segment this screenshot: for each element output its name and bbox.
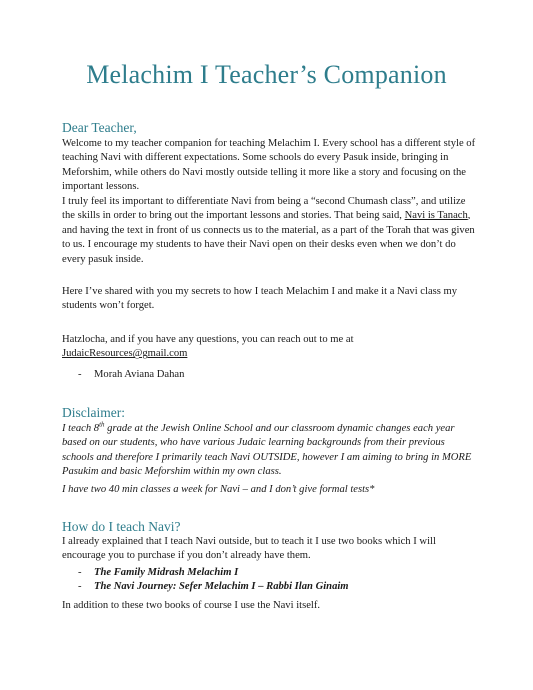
disclaimer-heading: Disclaimer: — [62, 405, 125, 420]
dash-bullet: - — [78, 369, 82, 380]
superscript-th: th — [99, 420, 105, 429]
intro-paragraph-4 — [62, 333, 478, 362]
how-paragraph-1: I already explained that I teach Navi outside, but to teach it I use two books which I will encourage you to purchase if you don’t already have them. — [62, 536, 436, 562]
how-heading: How do I teach Navi? — [62, 519, 181, 534]
disclaimer-text-a: I teach 8 — [62, 423, 100, 434]
book-title: The Family Midrash Melachim I — [94, 567, 239, 578]
book-list-item — [78, 566, 238, 580]
intro-paragraph-1: Welcome to my teacher companion for teaching Melachim I. Every school has a different style of teaching Navi with different expectations. Some schools do every Pasuk inside, bringing in Meforshim, while others do Navi mostly outside telling it more like a story and focusing on the important lessons. — [62, 138, 476, 193]
dash-bullet: - — [78, 581, 82, 592]
navi-is-tanach-text: Navi is Tanach — [404, 210, 468, 222]
how-paragraph-2: In addition to these two books of course I use the Navi itself. — [62, 600, 321, 611]
intro-paragraph-3: Here I’ve shared with you my secrets to how I teach Melachim I and make it a Navi class my students won’t forget. — [62, 286, 458, 312]
page-title: Melachim I Teacher’s Companion — [86, 60, 447, 89]
book-list-item — [78, 580, 349, 594]
intro-p2-continued: , and having the text in front of us connects us to the material, as a part of the Torah that was given to us. I encourage my students to have their Navi open on their desks even when we don’t do every pasuk inside. — [62, 210, 475, 265]
disclaimer-paragraph-2: I have two 40 min classes a week for Navi – and I don’t give formal tests* — [62, 484, 375, 495]
signature-name: Morah Aviana Dahan — [94, 369, 185, 380]
contact-text: Hatzlocha, and if you have any questions, you can reach out to me at — [62, 334, 354, 345]
disclaimer-text-b: grade at the Jewish Online School and our classroom dynamic changes each year based on our students, who have various Judaic learning backgrounds from their previous schools and therefore I primarily teach Navi OUTSIDE, however I am aiming to bring in MORE Pasukim and basic Meforshim within my own class. — [62, 423, 472, 478]
disclaimer-paragraph-1 — [62, 422, 478, 480]
book-title: The Navi Journey: Sefer Melachim I – Rabbi Ilan Ginaim — [94, 581, 349, 592]
greeting-heading: Dear Teacher, — [62, 120, 137, 135]
email-link[interactable]: JudaicResources@gmail.com — [62, 348, 188, 360]
intro-p2-text: I truly feel its important to differentiate Navi from being a “second Chumash class”, and utilize the skills in order to bring out the important lessons and stories. That being said, — [62, 196, 466, 222]
intro-paragraph-2 — [62, 195, 478, 267]
signature-line — [78, 368, 184, 382]
dash-bullet: - — [78, 567, 82, 578]
